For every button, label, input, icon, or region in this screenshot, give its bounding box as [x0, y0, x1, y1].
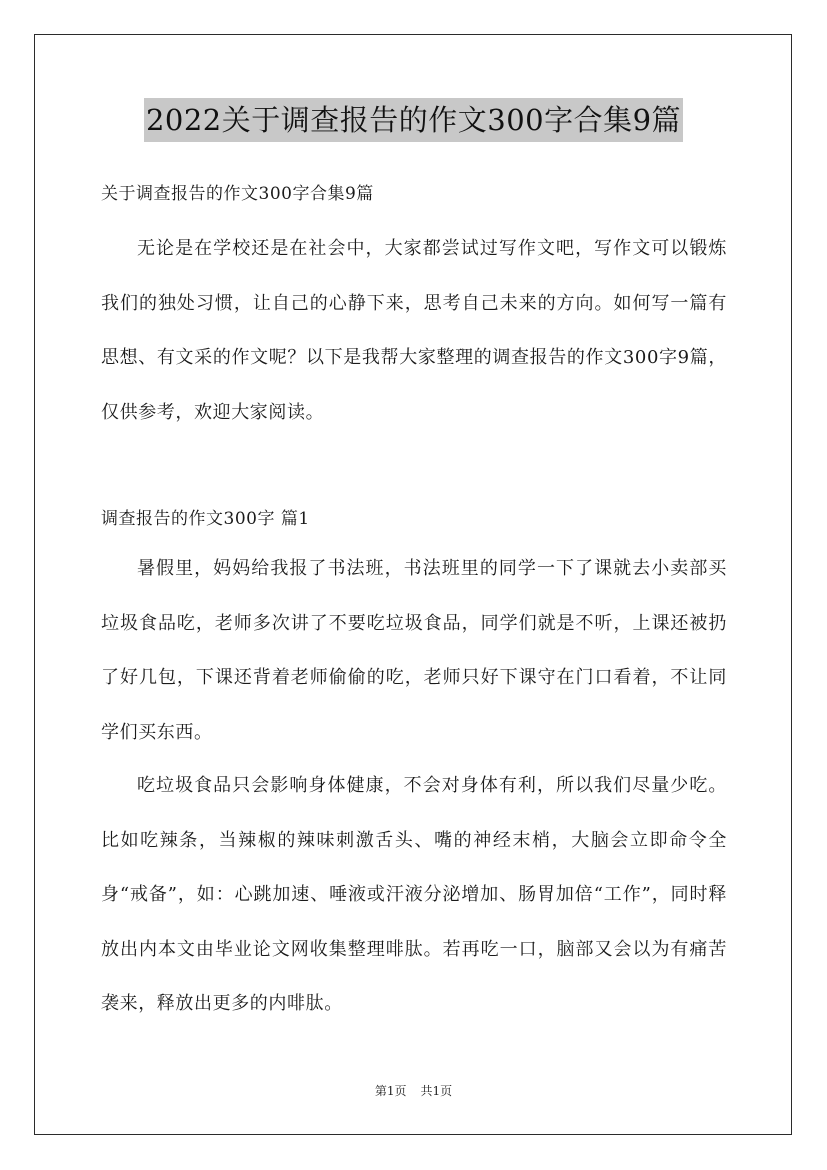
intro-paragraph: 无论是在学校还是在社会中，大家都尝试过写作文吧，写作文可以锻炼我们的独处习惯，让自己的心静下来，思考自己未来的方向。如何写一篇有思想、有文采的作文呢？以下是我帮大家整理的调查报告的作文300字9篇，仅供参考，欢迎大家阅读。	[101, 238, 727, 423]
body-paragraph-1: 暑假里，妈妈给我报了书法班，书法班里的同学一下了课就去小卖部买垃圾食品吃，老师多次讲了不要吃垃圾食品，同学们就是不听，上课还被扔了好几包，下课还背着老师偷偷的吃，老师只好下课守在门口看着，不让同学们买东西。	[101, 558, 727, 743]
document-title: 2022关于调查报告的作文300字合集9篇	[144, 98, 683, 142]
document-subtitle: 关于调查报告的作文300字合集9篇	[101, 184, 374, 204]
page-number: 第1页	[374, 1084, 407, 1098]
section-heading: 调查报告的作文300字 篇1	[101, 509, 310, 529]
page-total: 共1页	[420, 1084, 453, 1098]
title-container	[0, 98, 827, 142]
page-footer	[0, 1083, 827, 1099]
body-paragraph-2: 吃垃圾食品只会影响身体健康，不会对身体有利，所以我们尽量少吃。比如吃辣条，当辣椒的辣味刺激舌头、嘴的神经末梢，大脑会立即命令全身“戒备”，如：心跳加速、唾液或汗液分泌增加、肠胃加倍“工作”，同时释放出内本文由毕业论文网收集整理啡肽。若再吃一口，脑部又会以为有痛苦袭来，释放出更多的内啡肽。	[101, 775, 727, 1014]
